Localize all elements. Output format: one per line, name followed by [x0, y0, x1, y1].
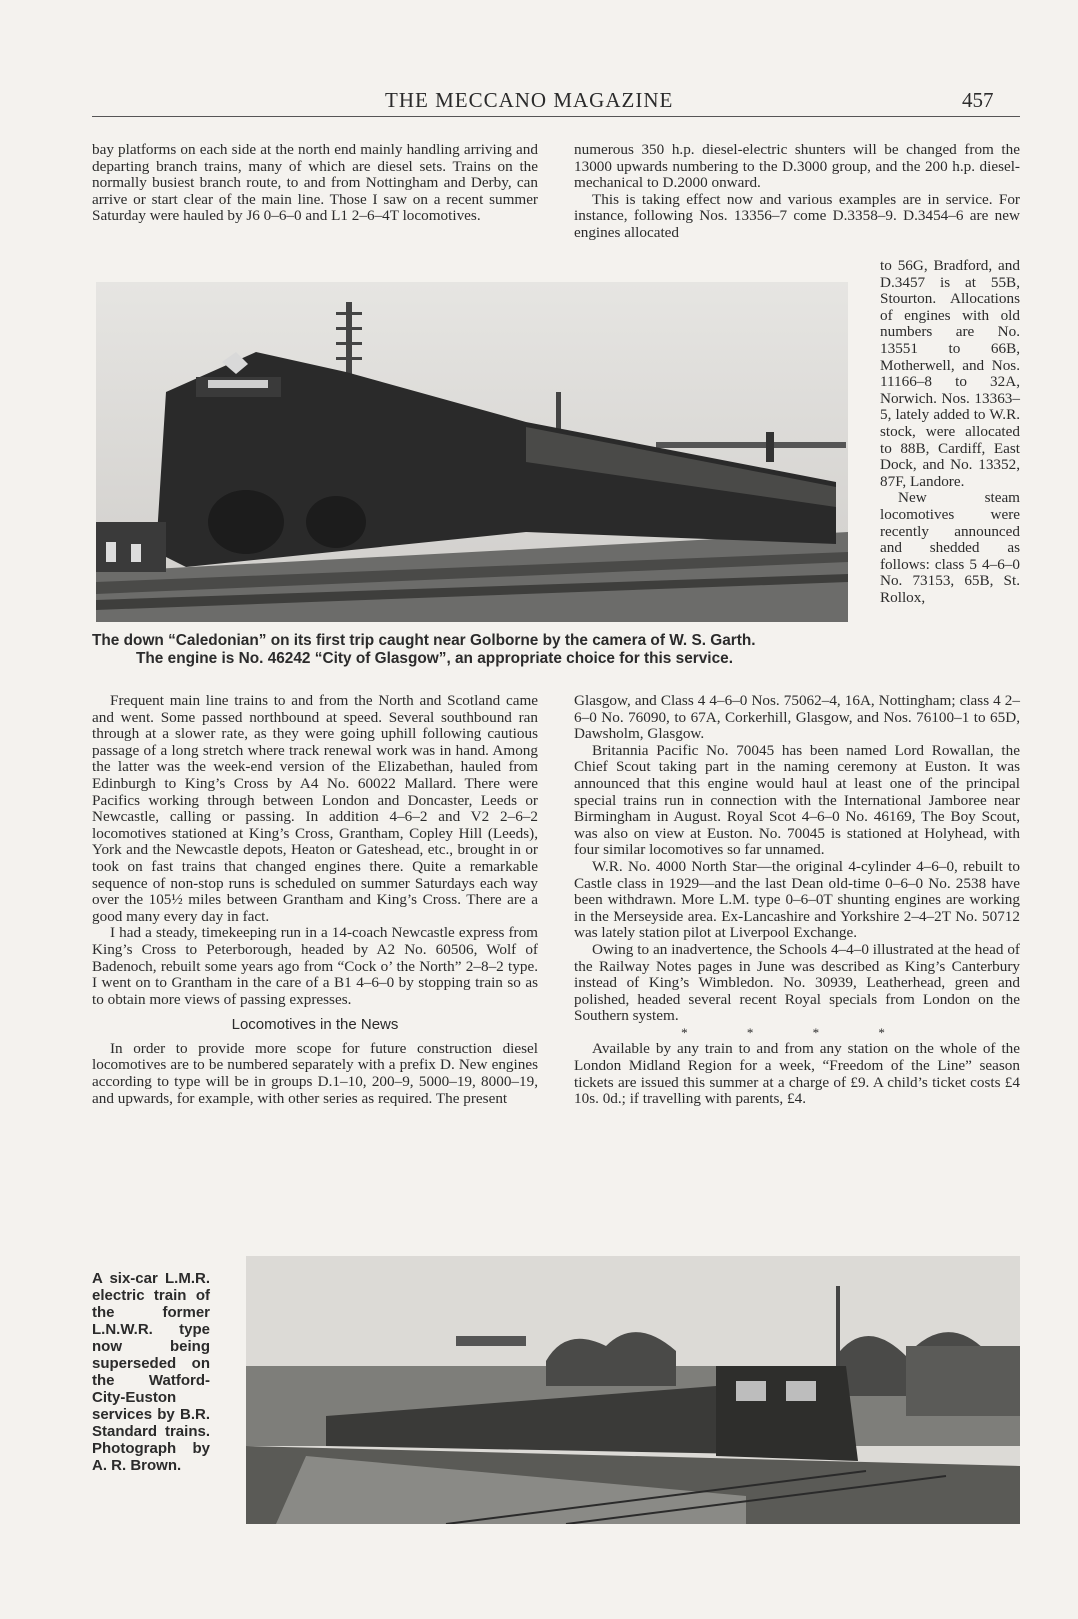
- paragraph: Frequent main line trains to and from the North and Scotland came and went. Some passed northbound at speed. Several southbound ran through at a slower rate, as they were going uphill following cautious passage of a long stretch where track renewal work was in hand. Among the latter was the week-end version of the Elizabethan, hauled from Edinburgh to King’s Cross by A4 No. 60022 Mallard. There were Pacifics working through between London and Doncaster, Leeds or Newcastle, calling or passing. In addition 4–6–2 and V2 2–6–2 locomotives stationed at King’s Cross, Grantham, Copley Hill (Leeds), York and the Newcastle depots, Heaton or Gateshead, etc., brought in or took on fast trains that changed engines there. Quite a remarkable sequence of non-stop runs is scheduled on summer Saturdays each way over the 105½ miles between Grantham and King’s Cross. There are a good many every day in fact.: [92, 692, 538, 925]
- right-column-bottom: [574, 693, 1020, 1108]
- header-rule: [92, 116, 1020, 117]
- paragraph: In order to provide more scope for future construction diesel locomotives are to be numbered separately with a prefix D. New engines according to type will be in groups D.1–10, 200–9, 5000–19, 8000–19, and upwards, for example, with other series as required. The present: [92, 1039, 538, 1107]
- paragraph: This is taking effect now and various examples are in service. For instance, following Nos. 13356–7 come D.3358–9. D.3454–6 are new engines allocated: [574, 190, 1020, 241]
- section-divider-stars: * * * *: [681, 1024, 913, 1040]
- paragraph: Britannia Pacific No. 70045 has been named Lord Rowallan, the Chief Scout taking part in the naming ceremony at Euston. It was announced that this engine would haul at least one of the principal special trains run in connection with the International Jamboree near Birmingham in August. Royal Scot 4–6–0 No. 46169, The Boy Scout, was also on view at Euston. No. 70045 is stationed at Holyhead, with four similar locomotives so far unnamed.: [574, 741, 1020, 859]
- paragraph: W.R. No. 4000 North Star—the original 4-cylinder 4–6–0, rebuilt to Castle class in 1929—and the last Dean old-time 0–6–0 No. 2538 have been withdrawn. More L.M. type 0–6–0T shunting engines are working in the Merseyside area. Ex-Lancashire and Yorkshire 2–4–2T No. 50712 was lately station pilot at Liverpool Exchange.: [574, 857, 1020, 942]
- section-heading: Locomotives in the News: [231, 1016, 399, 1034]
- right-narrow-column: [880, 258, 1020, 606]
- photo1-caption: [92, 632, 852, 668]
- caption-line: The engine is No. 46242 “City of Glasgow”, an appropriate choice for this service.: [136, 650, 733, 667]
- electric-train-photo: [246, 1256, 1020, 1524]
- left-column-bottom: [92, 693, 538, 1107]
- caledonian-locomotive-photo: [96, 282, 848, 622]
- paragraph: New steam locomotives were recently announced and shedded as follows: class 5 4–6–0 No. 73153, 65B, St. Rollox,: [880, 489, 1020, 606]
- page-number: 457: [962, 88, 994, 112]
- paragraph: numerous 350 h.p. diesel-electric shunters will be changed from the 13000 upwards numbering to the D.3000 group, and the 200 h.p. diesel-mechanical to D.2000 onward.: [574, 141, 1020, 192]
- paragraph: Owing to an inadvertence, the Schools 4–4–0 illustrated at the head of the Railway Notes pages in June was described as King’s Canterbury instead of King’s Wimbledon. No. 30939, Leatherhead, green and polished, headed several recent Royal specials from London on the Southern system.: [574, 940, 1020, 1025]
- left-column-top: [92, 142, 538, 225]
- paragraph: to 56G, Bradford, and D.3457 is at 55B, Stourton. Allocations of engines with old numbers are No. 13551 to 66B, Motherwell, and Nos. 11166–8 to 32A, Norwich. Nos. 13363–5, lately added to W.R. stock, were allocated to 88B, Cardiff, East Dock, and No. 13352, 87F, Landore.: [880, 257, 1020, 490]
- right-column-top: [574, 142, 1020, 242]
- paragraph: Glasgow, and Class 4 4–6–0 Nos. 75062–4, 16A, Nottingham; class 4 2–6–0 No. 76090, to 67A, Corkerhill, Glasgow, and Nos. 76100–1 to 65D, Dawsholm, Glasgow.: [574, 692, 1020, 743]
- caption-line: The down “Caledonian” on its first trip caught near Golborne by the camera of W. S. Garth.: [92, 632, 756, 649]
- magazine-title: THE MECCANO MAGAZINE: [385, 88, 674, 112]
- photo2-caption: A six-car L.M.R. electric train of the former L.N.W.R. type now being superseded on the Watford-City-Euston services by B.R. Standard trains. Photograph by A. R. Brown.: [92, 1270, 210, 1474]
- paragraph: I had a steady, timekeeping run in a 14-coach Newcastle express from King’s Cross to Peterborough, headed by A2 No. 60506, Wolf of Badenoch, rebuilt some years ago from “Cock o’ the North” 2–8–2 type. I went on to Grantham in the care of a B1 4–6–0 by stopping train so as to obtain more views of passing expresses.: [92, 924, 538, 1008]
- paragraph: bay platforms on each side at the north end mainly handling arriving and departing branch trains, many of which are diesel sets. Trains on the normally busiest branch route, to and from Nottingham and Derby, can arrive or start clear of the main line. Those I saw on a recent summer Saturday were hauled by J6 0–6–0 and L1 2–6–4T locomotives.: [92, 141, 538, 225]
- paragraph: Available by any train to and from any station on the whole of the London Midland Region for a week, “Freedom of the Line” season tickets are issued this summer at a charge of £9. A child’s ticket costs £4 10s. 0d.; if travelling with parents, £4.: [574, 1040, 1020, 1108]
